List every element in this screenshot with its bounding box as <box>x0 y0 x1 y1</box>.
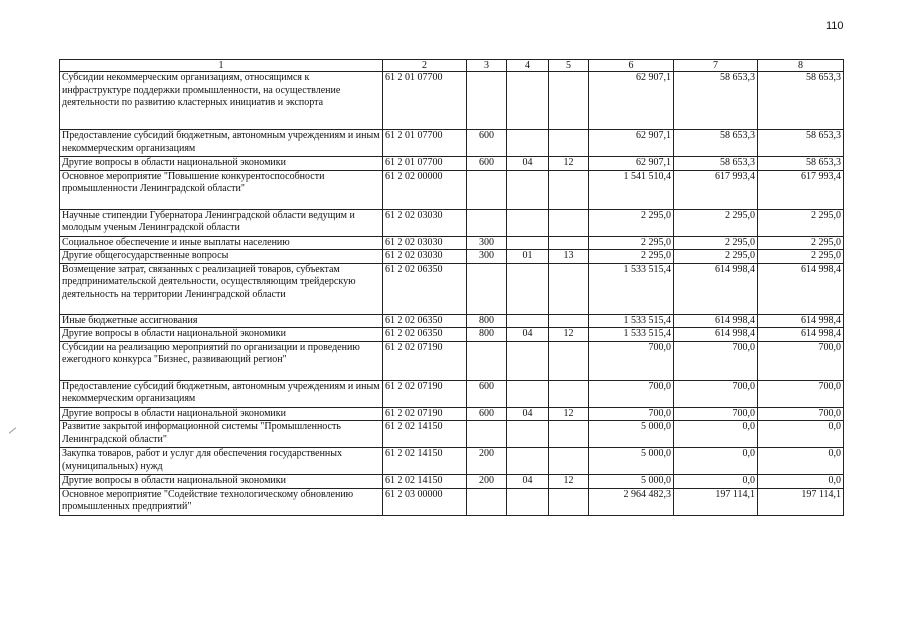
row-amount-2: 614 998,4 <box>674 263 758 314</box>
table-row <box>60 209 844 236</box>
row-amount-2: 58 653,3 <box>674 130 758 157</box>
row-pr: 12 <box>549 475 589 489</box>
row-pr: 13 <box>549 250 589 264</box>
row-amount-3: 58 653,3 <box>758 72 844 130</box>
table-row <box>60 448 844 475</box>
row-name: Закупка товаров, работ и услуг для обеспечения государственных (муниципальных) нужд <box>60 448 383 475</box>
row-pr <box>549 170 589 209</box>
row-name: Другие общегосударственные вопросы <box>60 250 383 264</box>
row-amount-2: 197 114,1 <box>674 488 758 515</box>
table-row <box>60 380 844 407</box>
row-amount-1: 700,0 <box>589 341 674 380</box>
table-row <box>60 250 844 264</box>
row-pr <box>549 236 589 250</box>
row-vr: 300 <box>467 250 507 264</box>
table-row <box>60 72 844 130</box>
row-amount-3: 197 114,1 <box>758 488 844 515</box>
table-row <box>60 328 844 342</box>
row-rz <box>507 209 549 236</box>
row-pr: 12 <box>549 328 589 342</box>
row-amount-1: 62 907,1 <box>589 72 674 130</box>
row-csr: 61 2 02 14150 <box>383 448 467 475</box>
row-name: Другие вопросы в области национальной экономики <box>60 475 383 489</box>
row-rz <box>507 448 549 475</box>
col-header-csr: 2 <box>383 60 467 72</box>
row-vr: 300 <box>467 236 507 250</box>
row-csr: 61 2 02 03030 <box>383 236 467 250</box>
row-csr: 61 2 02 14150 <box>383 475 467 489</box>
budget-table <box>59 59 844 516</box>
row-vr <box>467 170 507 209</box>
row-pr <box>549 421 589 448</box>
row-csr: 61 2 02 14150 <box>383 421 467 448</box>
row-name: Возмещение затрат, связанных с реализацией товаров, субъектам предпринимательской деятельности, осуществляющим трейдерскую деятельность на территории Ленинградской области <box>60 263 383 314</box>
row-name: Другие вопросы в области национальной экономики <box>60 328 383 342</box>
row-amount-2: 614 998,4 <box>674 314 758 328</box>
row-vr: 600 <box>467 407 507 421</box>
row-name: Иные бюджетные ассигнования <box>60 314 383 328</box>
row-amount-1: 2 295,0 <box>589 250 674 264</box>
row-name: Развитие закрытой информационной системы "Промышленность Ленинградской области" <box>60 421 383 448</box>
row-amount-1: 5 000,0 <box>589 475 674 489</box>
row-name: Научные стипендии Губернатора Ленинградской области ведущим и молодым ученым Ленинградской области <box>60 209 383 236</box>
row-csr: 61 2 02 07190 <box>383 380 467 407</box>
row-name: Основное мероприятие "Повышение конкурентоспособности промышленности Ленинградской области" <box>60 170 383 209</box>
row-vr: 200 <box>467 475 507 489</box>
row-vr <box>467 72 507 130</box>
row-pr <box>549 488 589 515</box>
row-csr: 61 2 01 07700 <box>383 72 467 130</box>
table-row <box>60 263 844 314</box>
row-vr: 200 <box>467 448 507 475</box>
row-amount-3: 614 998,4 <box>758 314 844 328</box>
row-amount-2: 0,0 <box>674 421 758 448</box>
row-name: Основное мероприятие "Содействие технологическому обновлению промышленных предприятий" <box>60 488 383 515</box>
row-amount-3: 614 998,4 <box>758 328 844 342</box>
row-amount-1: 1 533 515,4 <box>589 263 674 314</box>
row-vr: 600 <box>467 380 507 407</box>
row-rz: 04 <box>507 328 549 342</box>
row-pr <box>549 130 589 157</box>
page-number: 110 <box>826 20 844 32</box>
row-amount-2: 700,0 <box>674 341 758 380</box>
col-header-vr: 3 <box>467 60 507 72</box>
row-rz <box>507 314 549 328</box>
row-vr <box>467 263 507 314</box>
table-row <box>60 130 844 157</box>
row-name: Предоставление субсидий бюджетным, автономным учреждениям и иным некоммерческим организациям <box>60 130 383 157</box>
row-amount-3: 700,0 <box>758 380 844 407</box>
table-row <box>60 170 844 209</box>
row-vr <box>467 421 507 448</box>
row-amount-1: 2 295,0 <box>589 236 674 250</box>
row-csr: 61 2 02 07190 <box>383 341 467 380</box>
row-pr <box>549 380 589 407</box>
row-amount-1: 5 000,0 <box>589 448 674 475</box>
row-amount-2: 0,0 <box>674 475 758 489</box>
row-name: Другие вопросы в области национальной экономики <box>60 157 383 171</box>
row-amount-3: 700,0 <box>758 341 844 380</box>
row-vr <box>467 341 507 380</box>
row-amount-3: 700,0 <box>758 407 844 421</box>
row-amount-3: 0,0 <box>758 421 844 448</box>
row-csr: 61 2 02 00000 <box>383 170 467 209</box>
row-rz: 04 <box>507 157 549 171</box>
row-pr: 12 <box>549 407 589 421</box>
row-amount-3: 2 295,0 <box>758 236 844 250</box>
row-amount-2: 2 295,0 <box>674 250 758 264</box>
row-csr: 61 2 02 03030 <box>383 250 467 264</box>
col-header-amount-2: 7 <box>674 60 758 72</box>
col-header-pr: 5 <box>549 60 589 72</box>
row-pr <box>549 448 589 475</box>
row-amount-1: 1 533 515,4 <box>589 314 674 328</box>
row-amount-1: 62 907,1 <box>589 157 674 171</box>
row-amount-1: 2 295,0 <box>589 209 674 236</box>
row-amount-1: 1 541 510,4 <box>589 170 674 209</box>
row-amount-3: 2 295,0 <box>758 250 844 264</box>
row-csr: 61 2 02 06350 <box>383 314 467 328</box>
row-amount-2: 58 653,3 <box>674 157 758 171</box>
row-amount-2: 2 295,0 <box>674 209 758 236</box>
row-name: Другие вопросы в области национальной экономики <box>60 407 383 421</box>
row-amount-1: 700,0 <box>589 380 674 407</box>
table-row <box>60 421 844 448</box>
row-name: Социальное обеспечение и иные выплаты населению <box>60 236 383 250</box>
row-amount-2: 2 295,0 <box>674 236 758 250</box>
row-amount-2: 58 653,3 <box>674 72 758 130</box>
row-pr <box>549 341 589 380</box>
row-rz <box>507 488 549 515</box>
col-header-rz: 4 <box>507 60 549 72</box>
row-rz <box>507 72 549 130</box>
row-vr: 800 <box>467 314 507 328</box>
row-rz <box>507 130 549 157</box>
row-rz: 04 <box>507 407 549 421</box>
row-rz <box>507 341 549 380</box>
header-row <box>60 60 844 72</box>
row-amount-2: 617 993,4 <box>674 170 758 209</box>
row-amount-2: 700,0 <box>674 407 758 421</box>
row-amount-3: 614 998,4 <box>758 263 844 314</box>
row-amount-3: 58 653,3 <box>758 130 844 157</box>
row-rz: 04 <box>507 475 549 489</box>
row-csr: 61 2 02 06350 <box>383 328 467 342</box>
row-amount-1: 700,0 <box>589 407 674 421</box>
row-amount-2: 614 998,4 <box>674 328 758 342</box>
row-amount-3: 0,0 <box>758 448 844 475</box>
row-amount-1: 2 964 482,3 <box>589 488 674 515</box>
row-pr <box>549 314 589 328</box>
row-name: Субсидии некоммерческим организациям, относящимся к инфраструктуре поддержки промышленности, на осуществление деятельности по развитию кластерных инициатив и экспорта <box>60 72 383 130</box>
row-csr: 61 2 02 07190 <box>383 407 467 421</box>
col-header-name: 1 <box>60 60 383 72</box>
row-vr: 600 <box>467 157 507 171</box>
row-vr: 600 <box>467 130 507 157</box>
table-row <box>60 488 844 515</box>
row-rz <box>507 170 549 209</box>
row-rz <box>507 421 549 448</box>
row-vr <box>467 488 507 515</box>
row-pr <box>549 263 589 314</box>
row-pr <box>549 72 589 130</box>
row-pr: 12 <box>549 157 589 171</box>
row-csr: 61 2 03 00000 <box>383 488 467 515</box>
table-row <box>60 407 844 421</box>
row-name: Предоставление субсидий бюджетным, автономным учреждениям и иным некоммерческим организациям <box>60 380 383 407</box>
row-vr: 800 <box>467 328 507 342</box>
row-rz: 01 <box>507 250 549 264</box>
row-csr: 61 2 02 03030 <box>383 209 467 236</box>
col-header-amount-1: 6 <box>589 60 674 72</box>
row-amount-3: 0,0 <box>758 475 844 489</box>
table-row <box>60 475 844 489</box>
row-csr: 61 2 01 07700 <box>383 157 467 171</box>
row-name: Субсидии на реализацию мероприятий по организации и проведению ежегодного конкурса "Бизнес, развивающий регион" <box>60 341 383 380</box>
col-header-amount-3: 8 <box>758 60 844 72</box>
row-rz <box>507 263 549 314</box>
table-row <box>60 236 844 250</box>
row-amount-2: 700,0 <box>674 380 758 407</box>
row-vr <box>467 209 507 236</box>
row-amount-1: 1 533 515,4 <box>589 328 674 342</box>
row-amount-3: 58 653,3 <box>758 157 844 171</box>
row-amount-1: 5 000,0 <box>589 421 674 448</box>
row-pr <box>549 209 589 236</box>
row-rz <box>507 380 549 407</box>
table-row <box>60 341 844 380</box>
row-amount-3: 617 993,4 <box>758 170 844 209</box>
row-amount-3: 2 295,0 <box>758 209 844 236</box>
row-csr: 61 2 02 06350 <box>383 263 467 314</box>
row-amount-2: 0,0 <box>674 448 758 475</box>
table-row <box>60 314 844 328</box>
row-amount-1: 62 907,1 <box>589 130 674 157</box>
table-row <box>60 157 844 171</box>
row-rz <box>507 236 549 250</box>
row-csr: 61 2 01 07700 <box>383 130 467 157</box>
scan-mark <box>9 427 17 434</box>
